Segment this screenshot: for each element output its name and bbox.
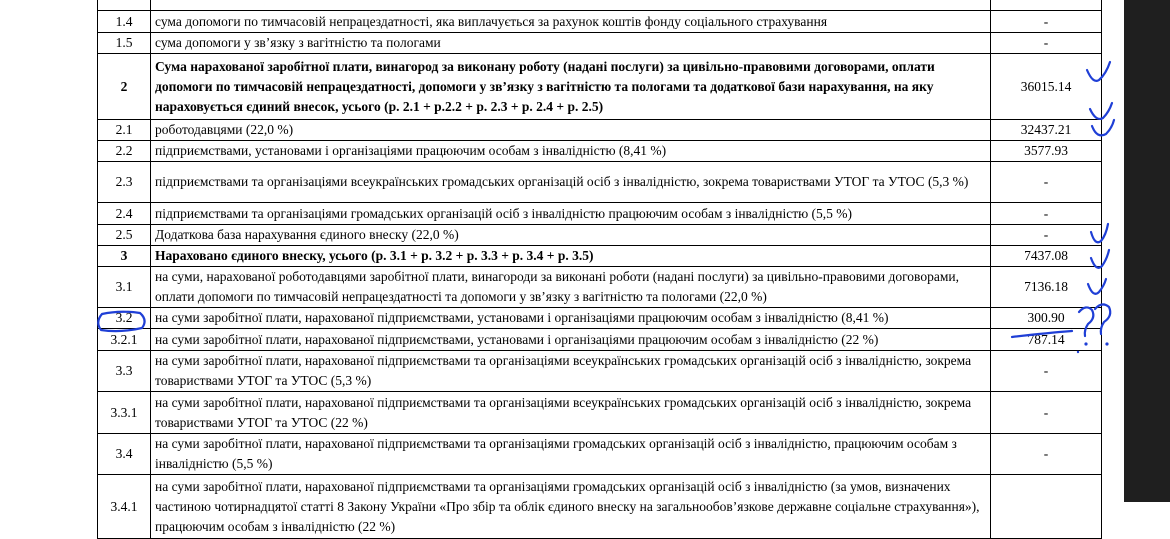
row-description: на суми, нарахованої роботодавцями заробітної плати, винагороди за виконані роботи (надані послуги) за цивільно-правовими договорами, оплати допомоги по тимчасовій непрацездатності та допомоги у зв’язку з вагітністю та пологами (22,0 %)	[151, 267, 991, 308]
table-row	[98, 33, 1102, 54]
table-row	[98, 0, 1102, 11]
table-row	[98, 162, 1102, 203]
row-description: підприємствами та організаціями всеукраїнських громадських організацій осіб з інвалідністю, зокрема товариствами УТОГ та УТОС (5,3 %)	[151, 162, 991, 203]
table-row	[98, 392, 1102, 434]
row-value: -	[991, 351, 1102, 392]
row-value: 3577.93	[991, 141, 1102, 162]
row-description: Сума нарахованої заробітної плати, винагород за виконану роботу (надані послуги) за цивільно-правовими договорами, оплати допомоги по тимчасовій непрацездатності, допомоги у зв’язку з вагітністю та пологами та додаткової бази нарахування, на яку нараховується єдиний внесок, усього (р. 2.1 + р.2.2 + р. 2.3 + р. 2.4 + р. 2.5)	[151, 54, 991, 120]
row-value: 7136.18	[991, 267, 1102, 308]
row-number: 3.2	[98, 308, 151, 329]
row-value: -	[991, 392, 1102, 434]
table-row	[98, 475, 1102, 539]
row-description: Нараховано єдиного внеску, усього (р. 3.1 + р. 3.2 + р. 3.3 + р. 3.4 + р. 3.5)	[151, 246, 991, 267]
row-description: сума допомоги по тимчасовій непрацездатності, яка виплачується за рахунок коштів фонду соціального страхування	[151, 11, 991, 33]
row-value: -	[991, 225, 1102, 246]
row-number: 2.4	[98, 203, 151, 225]
row-value: 7437.08	[991, 246, 1102, 267]
table-row	[98, 11, 1102, 33]
row-description: на суми заробітної плати, нарахованої підприємствами та організаціями всеукраїнських громадських організацій осіб з інвалідністю, зокрема товариствами УТОГ та УТОС (5,3 %)	[151, 351, 991, 392]
row-number: 1.5	[98, 33, 151, 54]
row-number: 3.1	[98, 267, 151, 308]
row-description: на суми заробітної плати, нарахованої підприємствами та організаціями громадських організацій осіб з інвалідністю (за умов, визначених частиною чотирнадцятої статті 8 Закону України «Про збір та облік єдиного внеску на загальнообов’язкове державне соціальне страхування»), працюючим особам з інвалідністю (22 %)	[151, 475, 991, 539]
row-description: роботодавцями (22,0 %)	[151, 120, 991, 141]
row-value: 300.90	[991, 308, 1102, 329]
row-number: 3.3.1	[98, 392, 151, 434]
row-value: -	[991, 33, 1102, 54]
row-description: підприємствами та організаціями громадських організацій осіб з інвалідністю працюючим особам з інвалідністю (5,5 %)	[151, 203, 991, 225]
row-description: сума допомоги у зв’язку з вагітністю та пологами	[151, 33, 991, 54]
row-description: на суми заробітної плати, нарахованої підприємствами та організаціями всеукраїнських громадських організацій осіб з інвалідністю, зокрема товариствами УТОГ та УТОС (22 %)	[151, 392, 991, 434]
table-row	[98, 203, 1102, 225]
row-number: 3.4.1	[98, 475, 151, 539]
row-value: -	[991, 434, 1102, 475]
row-description: підприємствами, установами і організаціями працюючим особам з інвалідністю (8,41 %)	[151, 141, 991, 162]
row-number: 2.2	[98, 141, 151, 162]
table-row	[98, 141, 1102, 162]
table-row	[98, 267, 1102, 308]
row-number: 1.4	[98, 11, 151, 33]
row-number: 3.2.1	[98, 329, 151, 351]
row-number	[98, 0, 151, 11]
table-row	[98, 54, 1102, 120]
contribution-report-table	[97, 0, 1102, 539]
table-row	[98, 329, 1102, 351]
row-number: 2.3	[98, 162, 151, 203]
row-number: 2.1	[98, 120, 151, 141]
table-row	[98, 225, 1102, 246]
row-value	[991, 475, 1102, 539]
row-number: 3.4	[98, 434, 151, 475]
row-number: 3	[98, 246, 151, 267]
row-value: 787.14	[991, 329, 1102, 351]
row-description: на суми заробітної плати, нарахованої підприємствами, установами і організаціями працюючим особам з інвалідністю (8,41 %)	[151, 308, 991, 329]
row-description: Додаткова база нарахування єдиного внеску (22,0 %)	[151, 225, 991, 246]
row-number: 3.3	[98, 351, 151, 392]
table-row	[98, 351, 1102, 392]
dark-side-panel	[1124, 0, 1170, 502]
table-row	[98, 120, 1102, 141]
row-value: -	[991, 162, 1102, 203]
row-value: -	[991, 11, 1102, 33]
row-description	[151, 0, 991, 11]
row-description: на суми заробітної плати, нарахованої підприємствами, установами і організаціями працюючим особам з інвалідністю (22 %)	[151, 329, 991, 351]
table-row	[98, 434, 1102, 475]
row-value: -	[991, 203, 1102, 225]
row-value	[991, 0, 1102, 11]
table-row	[98, 308, 1102, 329]
row-description: на суми заробітної плати, нарахованої підприємствами та організаціями громадських організацій осіб з інвалідністю, працюючим особам з інвалідністю (5,5 %)	[151, 434, 991, 475]
table-row	[98, 246, 1102, 267]
row-number: 2	[98, 54, 151, 120]
row-number: 2.5	[98, 225, 151, 246]
row-value: 36015.14	[991, 54, 1102, 120]
row-value: 32437.21	[991, 120, 1102, 141]
